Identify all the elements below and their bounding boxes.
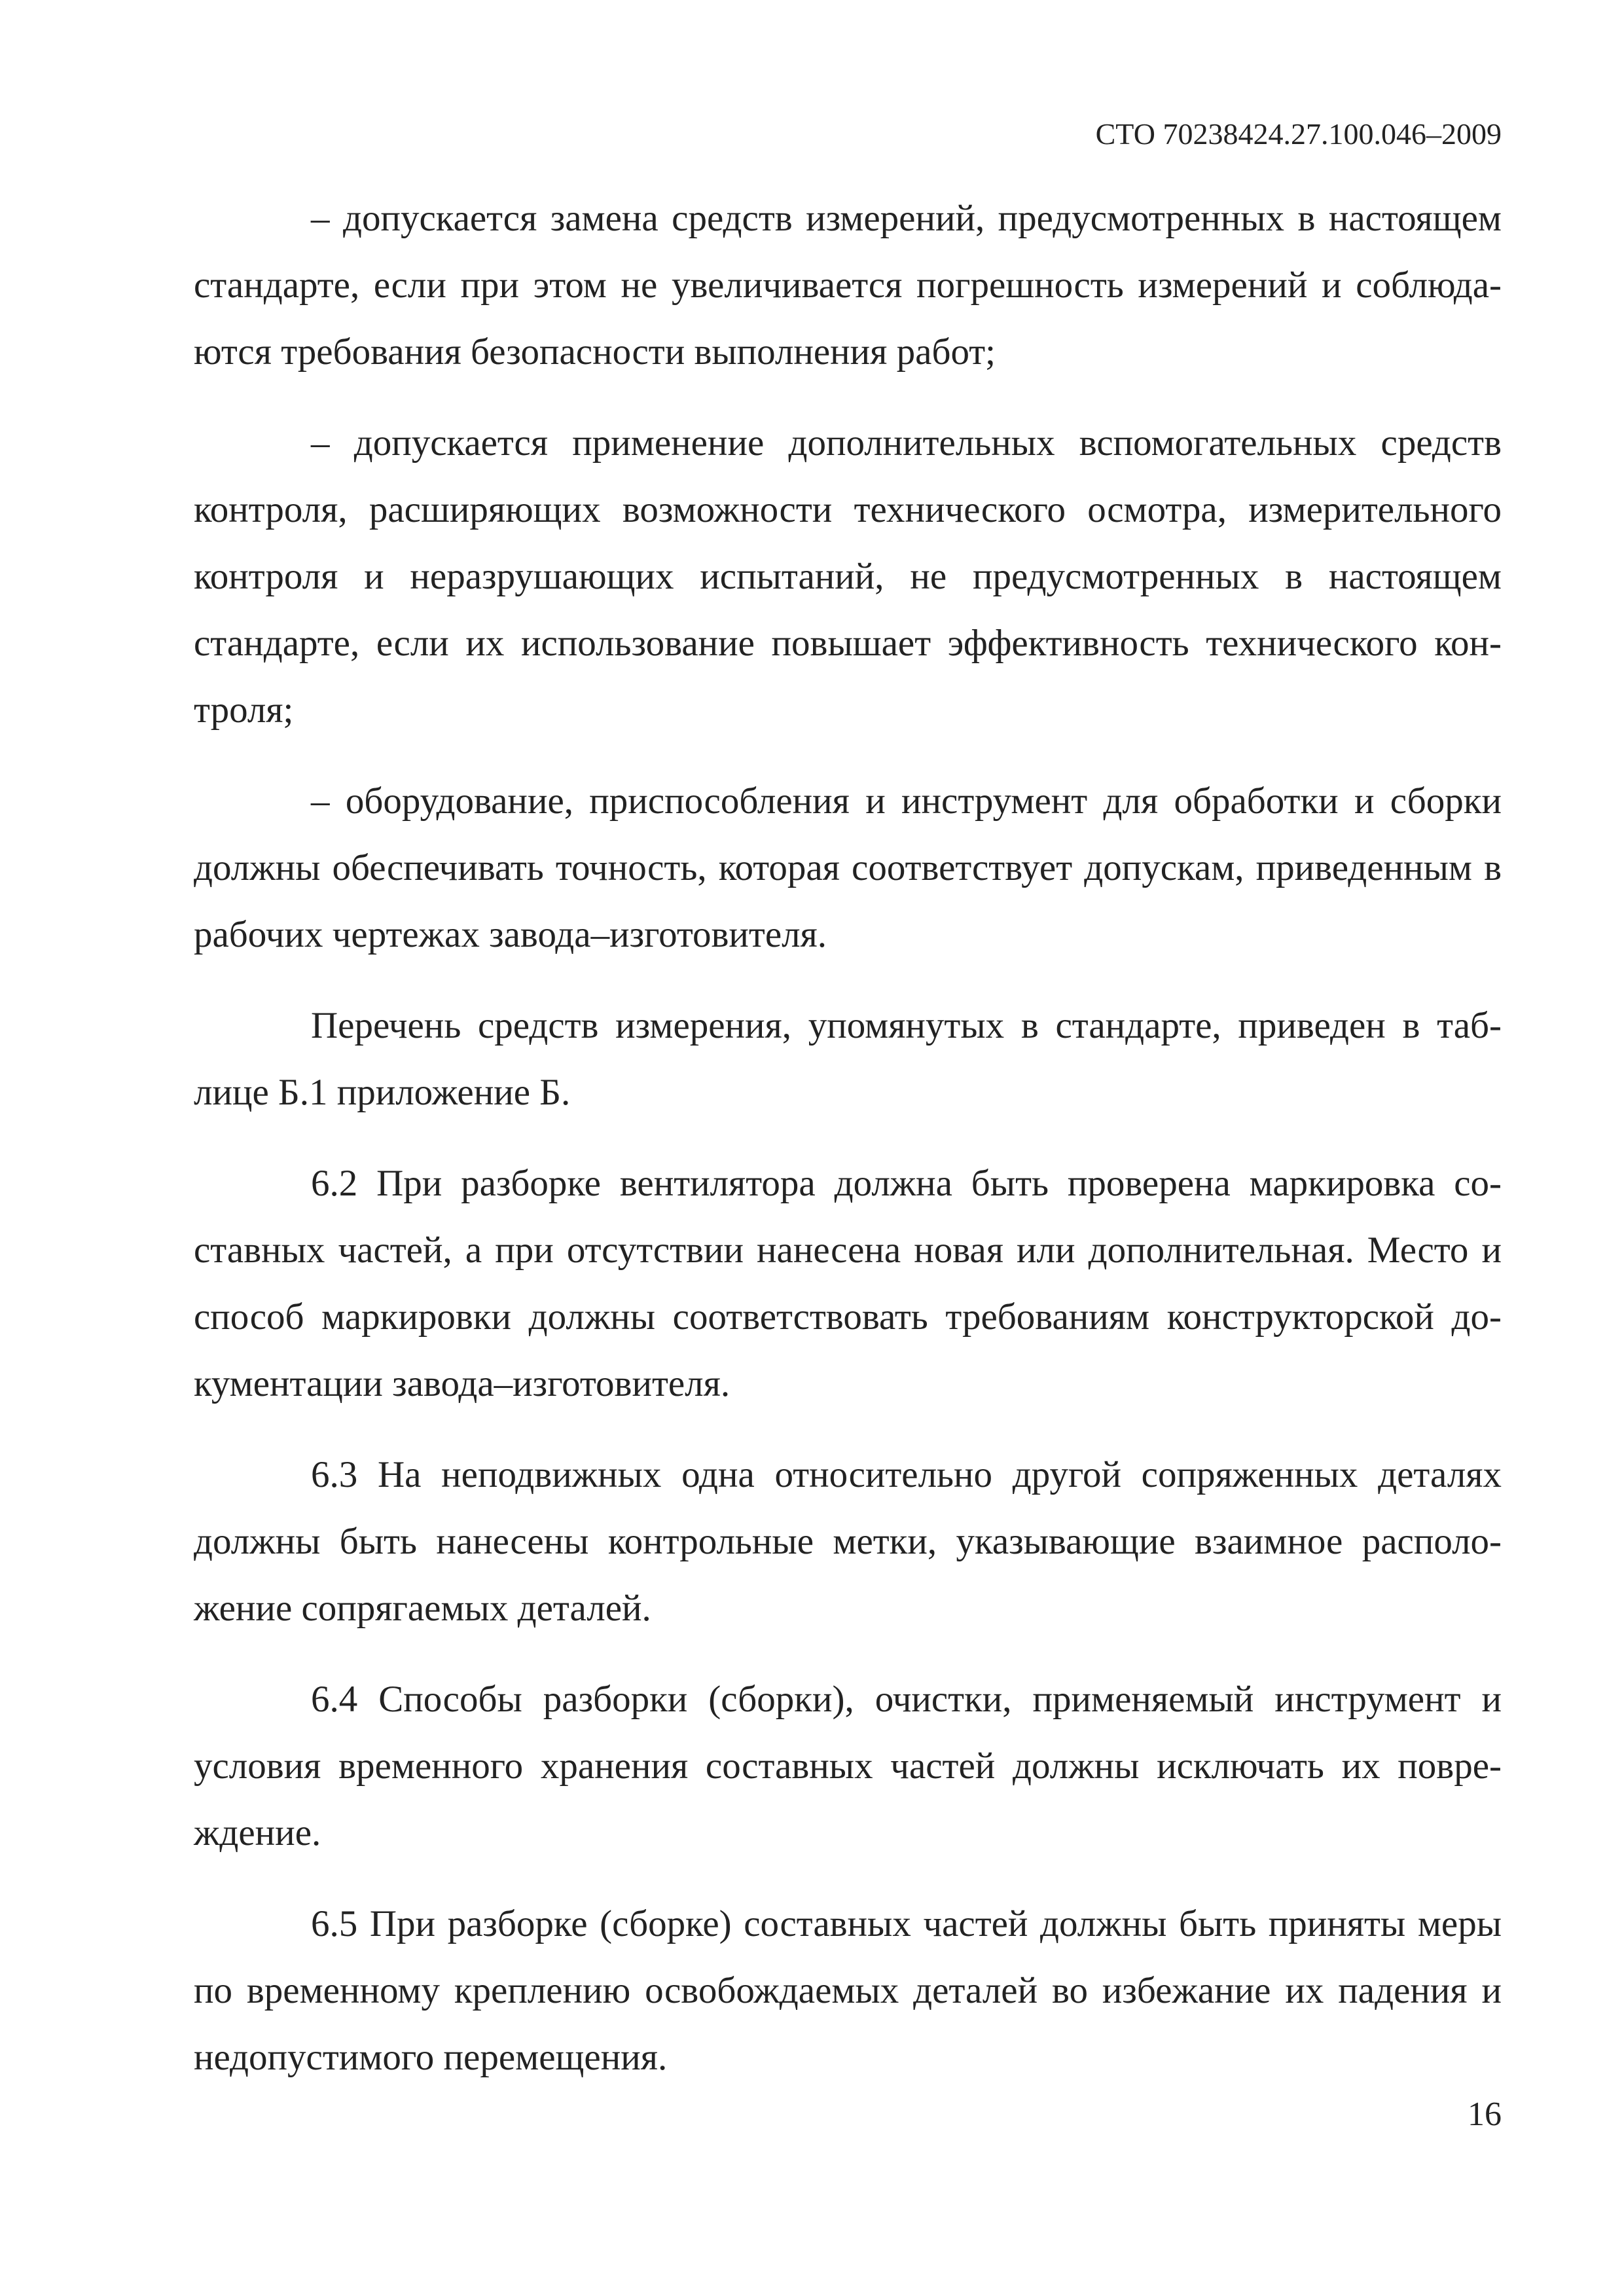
paragraph-6-4: 6.4 Способы разборки (сборки), очистки, применяемый инструмент и условия временного хранения составных частей должны исключать их повреждение. — [194, 1679, 1502, 1853]
paragraph-measurement-tools-list: Перечень средств измерения, упомянутых в стандарте, приведен в таблице Б.1 приложение Б. — [194, 1005, 1502, 1113]
paragraph-additional-control-tools: – допускается применение дополнительных вспомогательных средств контроля, расширяющих возможности технического осмотра, измерительного контроля и неразрушающих испытаний, не предусмотренных в настоящем стандарте, если их использование повышает эффективность технического контроля; — [194, 422, 1502, 731]
page-number: 16 — [1468, 2096, 1502, 2133]
paragraph-equipment-accuracy: – оборудование, приспособления и инструмент для обработки и сборки должны обеспечивать точность, которая соответствует допускам, приведенным в рабочих чертежах завода–изготовителя. — [194, 780, 1502, 955]
paragraph-6-2: 6.2 При разборке вентилятора должна быть проверена маркировка составных частей, а при отсутствии нанесена новая или дополнительная. Место и способ маркировки должны соответствовать требованиям конструкторской документации завода–изготовителя. — [194, 1163, 1502, 1404]
paragraph-6-3: 6.3 На неподвижных одна относительно другой сопряженных деталях должны быть нанесены контрольные метки, указывающие взаимное расположение сопрягаемых деталей. — [194, 1454, 1502, 1629]
document-code: СТО 70238424.27.100.046–2009 — [1095, 117, 1502, 151]
paragraph-6-5: 6.5 При разборке (сборке) составных частей должны быть приняты меры по временному креплению освобождаемых деталей во избежание их падения и недопустимого перемещения. — [194, 1903, 1502, 2078]
document-body — [194, 185, 1502, 2115]
paragraph-measuring-tools-replacement: – допускается замена средств измерений, предусмотренных в настоящем стандарте, если при этом не увеличивается погрешность измерений и соблюдаются требования безопасности выполнения работ; — [194, 198, 1502, 373]
